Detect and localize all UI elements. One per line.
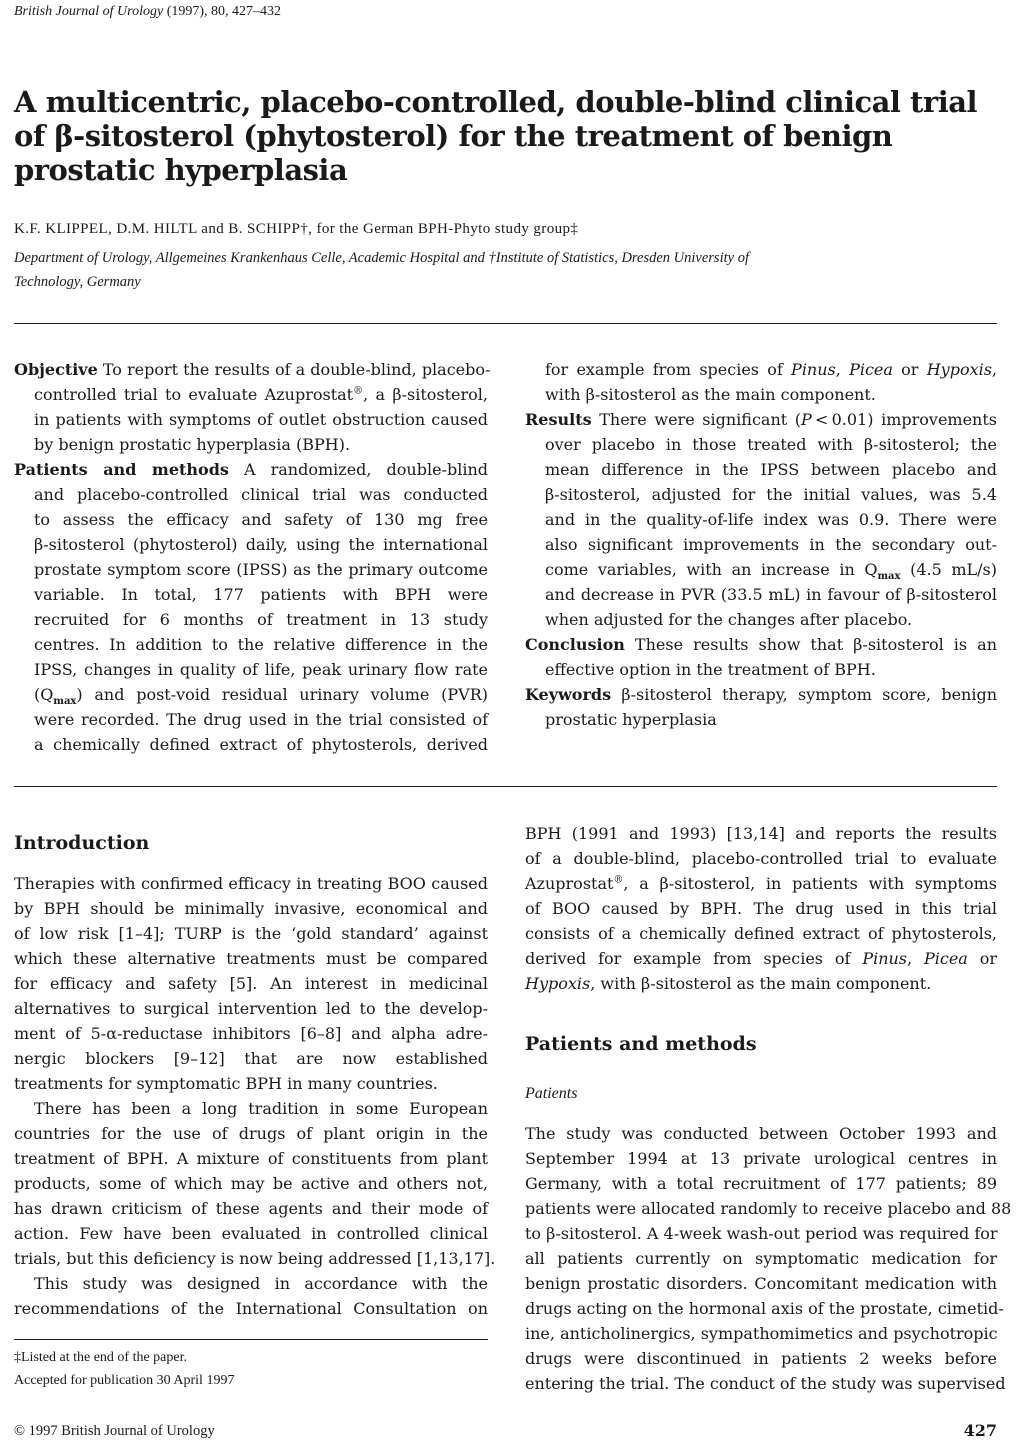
abstract-line: in patients with symptoms of outlet obstruction caused bbox=[34, 410, 488, 429]
body-line: treatment of BPH. A mixture of constituents from plant bbox=[14, 1149, 488, 1168]
abstract-line: for example from species of Pinus, Picea or Hypoxis, bbox=[545, 360, 998, 379]
abstract-line: were recorded. The drug used in the trial consisted of bbox=[34, 710, 488, 729]
abstract-line: controlled trial to evaluate Azuprostat®, a β-sitosterol, bbox=[34, 385, 489, 404]
title-line: A multicentric, placebo-controlled, double-blind clinical trial bbox=[14, 85, 978, 119]
abstract-line: a chemically defined extract of phytosterols, derived bbox=[34, 735, 488, 754]
abstract-text: These results show that β-sitosterol is an bbox=[624, 635, 997, 654]
abstract-line: IPSS, changes in quality of life, peak urinary flow rate bbox=[34, 660, 488, 679]
subsection-heading-patients: Patients bbox=[525, 1085, 578, 1102]
abstract-conclusion-line bbox=[525, 632, 997, 657]
abstract-line: also significant improvements in the secondary out- bbox=[545, 535, 997, 554]
abstract-line: β-sitosterol, adjusted for the initial values, was 5.4 bbox=[545, 485, 997, 504]
abstract-line: and decrease in PVR (33.5 mL) in favour of β-sitosterol bbox=[545, 585, 997, 604]
body-line: This study was designed in accordance with the bbox=[34, 1274, 488, 1293]
body-line: Hypoxis, with β-sitosterol as the main component. bbox=[525, 974, 932, 993]
abstract-bottom-divider bbox=[14, 786, 997, 787]
title-line: prostatic hyperplasia bbox=[14, 153, 348, 187]
body-line: of a double-blind, placebo-controlled trial to evaluate bbox=[525, 849, 997, 868]
body-line: drugs were discontinued in patients 2 weeks before bbox=[525, 1349, 997, 1368]
body-line: BPH (1991 and 1993) [13,14] and reports the results bbox=[525, 824, 997, 843]
journal-volume-pages: (1997), 80, 427–432 bbox=[163, 4, 282, 19]
abstract-line: over placebo in those treated with β-sitosterol; the bbox=[545, 435, 997, 454]
abstract-right-column bbox=[525, 357, 997, 732]
author-affiliation bbox=[14, 246, 974, 294]
body-line: products, some of which may be active and others not, bbox=[14, 1174, 488, 1193]
abstract-line: β-sitosterol (phytosterol) daily, using the international bbox=[34, 535, 488, 554]
body-line: by BPH should be minimally invasive, economical and bbox=[14, 899, 488, 918]
introduction-body bbox=[14, 871, 496, 1321]
abstract-line: $(Q_{max})$ and post-void residual urinary volume (PVR) bbox=[34, 685, 488, 708]
abstract-line: when adjusted for the changes after placebo. bbox=[545, 610, 913, 629]
methods-body bbox=[525, 1121, 1012, 1396]
abstract-results-line: Results There were significant (P < 0.01) improvements bbox=[525, 410, 997, 429]
body-line: countries for the use of drugs of plant origin in the bbox=[14, 1124, 488, 1143]
affiliation-line: Department of Urology, Allgemeines Krankenhaus Celle, Academic Hospital and †Institute of Statistics, Dresden University of bbox=[14, 250, 749, 266]
abstract-left-column bbox=[14, 357, 491, 757]
journal-citation bbox=[14, 4, 281, 20]
body-line: trials, but this deficiency is now being addressed [1,13,17]. bbox=[14, 1249, 496, 1268]
body-line: Germany, with a total recruitment of 177 patients; 89 bbox=[525, 1174, 997, 1193]
body-line: action. Few have been evaluated in controlled clinical bbox=[14, 1224, 488, 1243]
abstract-line: prostatic hyperplasia bbox=[545, 710, 717, 729]
body-line: entering the trial. The conduct of the study was supervised bbox=[525, 1374, 1006, 1393]
footnote-accepted-date: Accepted for publication 30 April 1997 bbox=[14, 1373, 235, 1388]
abstract-text: To report the results of a double-blind, placebo- bbox=[97, 360, 491, 379]
abstract-keywords-line bbox=[525, 682, 997, 707]
abstract-line: with β-sitosterol as the main component. bbox=[545, 385, 876, 404]
body-line: recommendations of the International Consultation on bbox=[14, 1299, 488, 1318]
abstract-line: mean difference in the IPSS between placebo and bbox=[545, 460, 997, 479]
body-line: consists of a chemically defined extract of phytosterols, bbox=[525, 924, 997, 943]
abstract-line: variable. In total, 177 patients with BPH were bbox=[34, 585, 488, 604]
body-line: to β-sitosterol. A 4-week wash-out period was required for bbox=[525, 1224, 998, 1243]
body-line: drugs acting on the hormonal axis of the prostate, cimetid- bbox=[525, 1299, 1004, 1318]
body-line: all patients currently on symptomatic medication for bbox=[525, 1249, 997, 1268]
body-line: which these alternative treatments must be compared bbox=[14, 949, 488, 968]
affiliation-line: Technology, Germany bbox=[14, 274, 141, 290]
abstract-label-objective: Objective bbox=[14, 360, 98, 379]
abstract-top-divider bbox=[14, 323, 997, 324]
author-list: K.F. KLIPPEL, D.M. HILTL and B. SCHIPP†, for the German BPH-Phyto study group‡ bbox=[14, 221, 579, 237]
abstract-line: and in the quality-of-life index was 0.9. There were bbox=[545, 510, 997, 529]
body-line: benign prostatic disorders. Concomitant medication with bbox=[525, 1274, 997, 1293]
body-line: alternatives to surgical intervention led to the develop- bbox=[14, 999, 488, 1018]
body-line: treatments for symptomatic BPH in many countries. bbox=[14, 1074, 438, 1093]
abstract-label-methods: Patients and methods bbox=[14, 460, 229, 479]
abstract-methods-line bbox=[14, 457, 488, 482]
abstract-line: and placebo-controlled clinical trial was conducted bbox=[34, 485, 488, 504]
abstract-line: by benign prostatic hyperplasia (BPH). bbox=[34, 435, 351, 454]
section-heading-patients-methods: Patients and methods bbox=[525, 1033, 757, 1055]
section-heading-introduction: Introduction bbox=[14, 832, 150, 854]
body-line: of BOO caused by BPH. The drug used in this trial bbox=[525, 899, 997, 918]
body-line: ine, anticholinergics, sympathomimetics and psychotropic bbox=[525, 1324, 998, 1343]
copyright-notice: © 1997 British Journal of Urology bbox=[14, 1423, 215, 1439]
abstract-line: prostate symptom score (IPSS) as the primary outcome bbox=[34, 560, 488, 579]
article-title bbox=[14, 85, 1004, 187]
page-number: 427 bbox=[963, 1421, 997, 1440]
abstract-line: centres. In addition to the relative difference in the bbox=[34, 635, 488, 654]
body-line: of low risk [1–4]; TURP is the ‘gold standard’ against bbox=[14, 924, 488, 943]
body-line: ment of 5-α-reductase inhibitors [6–8] and alpha adre- bbox=[14, 1024, 488, 1043]
body-line: There has been a long tradition in some European bbox=[34, 1099, 488, 1118]
abstract-label-results: Results bbox=[525, 410, 592, 429]
abstract-objective-line bbox=[14, 357, 491, 382]
body-line: Azuprostat®, a β-sitosterol, in patients with symptoms bbox=[525, 874, 997, 893]
abstract-line: recruited for 6 months of treatment in 13 study bbox=[34, 610, 488, 629]
abstract-label-keywords: Keywords bbox=[525, 685, 612, 704]
introduction-continuation bbox=[525, 821, 997, 996]
body-line: derived for example from species of Pinus, Picea or bbox=[525, 949, 997, 968]
abstract-text: A randomized, double-blind bbox=[228, 460, 488, 479]
body-line: Therapies with confirmed efficacy in treating BOO caused bbox=[14, 874, 488, 893]
journal-name: British Journal of Urology bbox=[14, 4, 164, 19]
body-line: September 1994 at 13 private urological centres in bbox=[525, 1149, 997, 1168]
footnote-study-group: ‡Listed at the end of the paper. bbox=[14, 1350, 187, 1365]
body-line: has drawn criticism of these agents and their mode of bbox=[14, 1199, 488, 1218]
abstract-line: to assess the efficacy and safety of 130 mg free bbox=[34, 510, 488, 529]
body-line: nergic blockers [9–12] that are now established bbox=[14, 1049, 488, 1068]
abstract-label-conclusion: Conclusion bbox=[525, 635, 625, 654]
body-line: patients were allocated randomly to receive placebo and 88 bbox=[525, 1199, 1012, 1218]
body-line: The study was conducted between October 1993 and bbox=[525, 1124, 997, 1143]
title-line: of β-sitosterol (phytosterol) for the treatment of benign bbox=[14, 119, 893, 153]
abstract-line: effective option in the treatment of BPH. bbox=[545, 660, 876, 679]
abstract-text: β-sitosterol therapy, symptom score, benign bbox=[611, 685, 997, 704]
body-line: for efficacy and safety [5]. An interest in medicinal bbox=[14, 974, 488, 993]
abstract-line: come variables, with an increase in $Q_{max}$ (4.5 mL/s) bbox=[545, 560, 997, 583]
footnote-divider bbox=[14, 1339, 488, 1340]
